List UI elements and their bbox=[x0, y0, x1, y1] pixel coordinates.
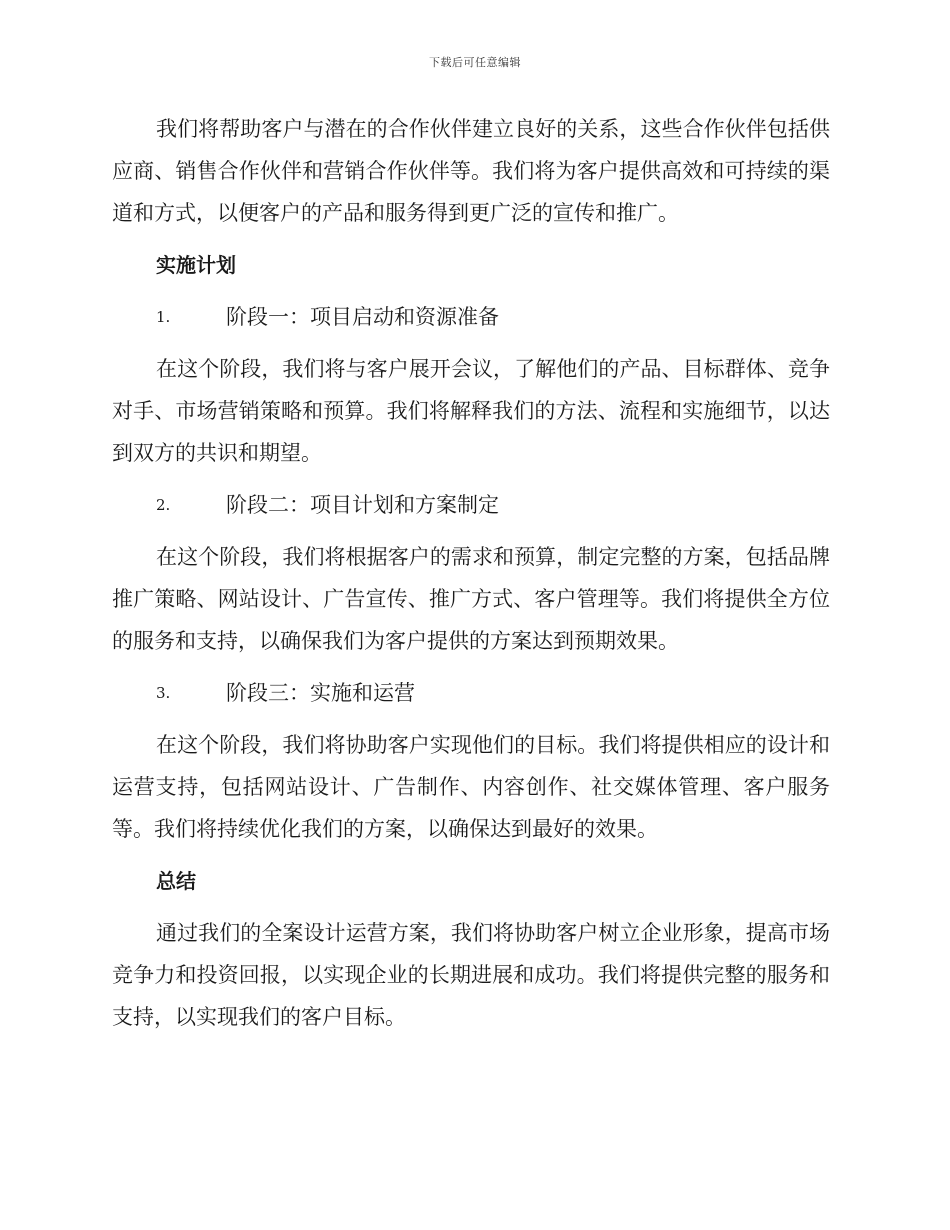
stage-2-number: 2. bbox=[156, 496, 171, 514]
stage-2-title bbox=[156, 484, 830, 526]
stage-1-title-text: 阶段一：项目启动和资源准备 bbox=[226, 305, 499, 329]
summary-paragraph: 通过我们的全案设计运营方案，我们将协助客户树立企业形象，提高市场竞争力和投资回报，以实现企业的长期进展和成功。我们将提供完整的服务和支持，以实现我们的客户目标。 bbox=[112, 921, 830, 1029]
stage-2-title-text: 阶段二：项目计划和方案制定 bbox=[226, 493, 499, 517]
stage-2-body: 在这个阶段，我们将根据客户的需求和预算，制定完整的方案，包括品牌推广策略、网站设计、广告宣传、推广方式、客户管理等。我们将提供全方位的服务和支持，以确保我们为客户提供的方案达到预期效果。 bbox=[112, 545, 830, 653]
stage-3-body: 在这个阶段，我们将协助客户实现他们的目标。我们将提供相应的设计和运营支持，包括网站设计、广告制作、内容创作、社交媒体管理、客户服务等。我们将持续优化我们的方案，以确保达到最好的效果。 bbox=[112, 733, 830, 841]
section-heading-summary: 总结 bbox=[156, 869, 196, 893]
stage-1-body: 在这个阶段，我们将与客户展开会议，了解他们的产品、目标群体、竞争对手、市场营销策略和预算。我们将解释我们的方法、流程和实施细节，以达到双方的共识和期望。 bbox=[112, 357, 830, 465]
stage-1-number: 1. bbox=[156, 308, 171, 326]
stage-3-title-text: 阶段三：实施和运营 bbox=[226, 681, 415, 705]
document-body bbox=[112, 108, 830, 1048]
stage-1-title bbox=[156, 296, 830, 338]
page-header: 下载后可任意编辑 bbox=[429, 56, 521, 69]
section-heading-implementation: 实施计划 bbox=[156, 253, 236, 277]
intro-paragraph: 我们将帮助客户与潜在的合作伙伴建立良好的关系，这些合作伙伴包括供应商、销售合作伙伴和营销合作伙伴等。我们将为客户提供高效和可持续的渠道和方式，以便客户的产品和服务得到更广泛的宣传和推广。 bbox=[112, 117, 830, 225]
stage-3-title bbox=[156, 672, 830, 714]
stage-3-number: 3. bbox=[156, 684, 171, 702]
